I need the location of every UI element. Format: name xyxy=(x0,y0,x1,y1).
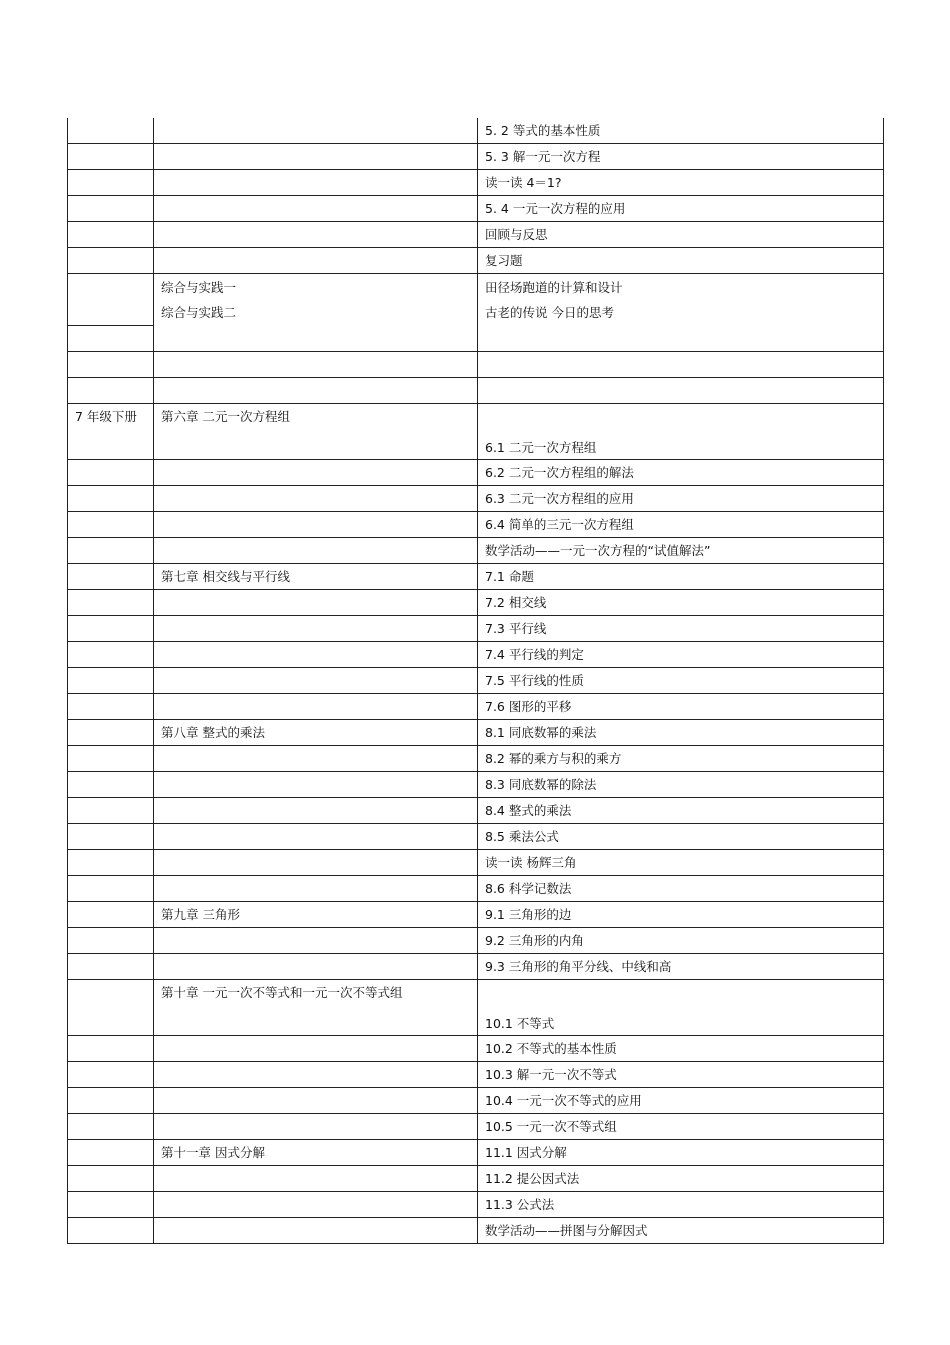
chapter-cell xyxy=(154,378,478,404)
grade-cell xyxy=(68,798,154,824)
table-row xyxy=(68,1218,884,1244)
chapter-cell xyxy=(154,352,478,378)
table-row xyxy=(68,850,884,876)
grade-cell xyxy=(68,196,154,222)
curriculum-table-container xyxy=(67,118,883,1244)
grade-cell xyxy=(68,668,154,694)
section-cell: 9.1 三角形的边 xyxy=(478,902,884,928)
grade-cell xyxy=(68,590,154,616)
section-cell: 10.5 一元一次不等式组 xyxy=(478,1114,884,1140)
table-row xyxy=(68,352,884,378)
table-row xyxy=(68,772,884,798)
chapter-cell xyxy=(154,746,478,772)
table-row xyxy=(68,512,884,538)
chapter-cell xyxy=(154,326,478,352)
chapter-cell xyxy=(154,274,478,326)
table-row xyxy=(68,668,884,694)
chapter-cell xyxy=(154,1088,478,1114)
section-cell: 8.2 幂的乘方与积的乘方 xyxy=(478,746,884,772)
section-cell: 6.3 二元一次方程组的应用 xyxy=(478,486,884,512)
curriculum-table-body xyxy=(68,118,884,1244)
chapter-cell xyxy=(154,798,478,824)
chapter-cell xyxy=(154,772,478,798)
section-cell: 10.3 解一元一次不等式 xyxy=(478,1062,884,1088)
chapter-cell: 第九章 三角形 xyxy=(154,902,478,928)
table-row xyxy=(68,642,884,668)
section-cell: 8.3 同底数幂的除法 xyxy=(478,772,884,798)
grade-cell xyxy=(68,512,154,538)
table-row xyxy=(68,798,884,824)
grade-cell xyxy=(68,1114,154,1140)
grade-cell xyxy=(68,694,154,720)
grade-cell xyxy=(68,928,154,954)
table-row xyxy=(68,222,884,248)
section-cell: 7.3 平行线 xyxy=(478,616,884,642)
chapter-cell xyxy=(154,248,478,274)
section-cell: 7.1 命题 xyxy=(478,564,884,590)
table-row xyxy=(68,876,884,902)
grade-cell xyxy=(68,274,154,326)
grade-cell xyxy=(68,118,154,144)
section-label: 田径场跑道的计算和设计 xyxy=(485,279,623,295)
table-row xyxy=(68,1140,884,1166)
section-cell: 11.3 公式法 xyxy=(478,1192,884,1218)
chapter-cell: 第十章 一元一次不等式和一元一次不等式组 xyxy=(154,980,478,1036)
chapter-label: 综合与实践二 xyxy=(161,304,237,320)
table-row xyxy=(68,902,884,928)
table-row xyxy=(68,954,884,980)
table-row xyxy=(68,378,884,404)
section-cell: 7.5 平行线的性质 xyxy=(478,668,884,694)
chapter-cell xyxy=(154,512,478,538)
section-cell: 9.3 三角形的角平分线、中线和高 xyxy=(478,954,884,980)
table-row xyxy=(68,746,884,772)
section-cell: 8.4 整式的乘法 xyxy=(478,798,884,824)
grade-cell xyxy=(68,980,154,1036)
section-cell xyxy=(478,352,884,378)
grade-cell xyxy=(68,746,154,772)
section-cell: 8.6 科学记数法 xyxy=(478,876,884,902)
table-row xyxy=(68,928,884,954)
table-row xyxy=(68,1062,884,1088)
chapter-cell xyxy=(154,538,478,564)
grade-cell: 7 年级下册 xyxy=(68,404,154,460)
grade-cell xyxy=(68,326,154,352)
section-cell xyxy=(478,274,884,326)
section-cell: 8.1 同底数幂的乘法 xyxy=(478,720,884,746)
section-cell: 5. 4 一元一次方程的应用 xyxy=(478,196,884,222)
table-row xyxy=(68,196,884,222)
chapter-cell xyxy=(154,222,478,248)
section-cell xyxy=(478,326,884,352)
table-row xyxy=(68,326,884,352)
chapter-cell xyxy=(154,1218,478,1244)
section-cell: 7.6 图形的平移 xyxy=(478,694,884,720)
grade-cell xyxy=(68,876,154,902)
table-row xyxy=(68,616,884,642)
grade-cell xyxy=(68,486,154,512)
table-row xyxy=(68,1114,884,1140)
chapter-cell xyxy=(154,486,478,512)
chapter-cell xyxy=(154,1192,478,1218)
table-row xyxy=(68,170,884,196)
grade-cell xyxy=(68,1036,154,1062)
table-row xyxy=(68,1036,884,1062)
grade-cell xyxy=(68,850,154,876)
table-row xyxy=(68,720,884,746)
curriculum-table xyxy=(67,118,884,1244)
chapter-cell xyxy=(154,954,478,980)
section-cell: 10.2 不等式的基本性质 xyxy=(478,1036,884,1062)
chapter-cell xyxy=(154,668,478,694)
chapter-cell xyxy=(154,590,478,616)
section-cell: 读一读 4＝1? xyxy=(478,170,884,196)
section-cell: 8.5 乘法公式 xyxy=(478,824,884,850)
chapter-cell: 第六章 二元一次方程组 xyxy=(154,404,478,460)
chapter-cell xyxy=(154,1166,478,1192)
grade-cell xyxy=(68,954,154,980)
table-row xyxy=(68,248,884,274)
chapter-label: 综合与实践一 xyxy=(161,279,237,295)
grade-cell xyxy=(68,824,154,850)
section-cell: 9.2 三角形的内角 xyxy=(478,928,884,954)
table-row xyxy=(68,274,884,326)
grade-cell xyxy=(68,1192,154,1218)
grade-cell xyxy=(68,170,154,196)
chapter-cell: 第八章 整式的乘法 xyxy=(154,720,478,746)
chapter-cell xyxy=(154,1114,478,1140)
section-cell: 6.2 二元一次方程组的解法 xyxy=(478,460,884,486)
section-cell xyxy=(478,378,884,404)
section-cell: 10.1 不等式 xyxy=(478,980,884,1036)
section-cell: 10.4 一元一次不等式的应用 xyxy=(478,1088,884,1114)
grade-cell xyxy=(68,1218,154,1244)
grade-cell xyxy=(68,902,154,928)
section-cell: 5. 2 等式的基本性质 xyxy=(478,118,884,144)
section-cell: 数学活动——拼图与分解因式 xyxy=(478,1218,884,1244)
grade-cell xyxy=(68,1088,154,1114)
grade-cell xyxy=(68,564,154,590)
chapter-cell xyxy=(154,196,478,222)
section-cell: 读一读 杨辉三角 xyxy=(478,850,884,876)
chapter-cell xyxy=(154,824,478,850)
table-row xyxy=(68,460,884,486)
grade-cell xyxy=(68,1166,154,1192)
chapter-cell xyxy=(154,850,478,876)
chapter-cell xyxy=(154,1062,478,1088)
chapter-cell xyxy=(154,642,478,668)
section-label: 古老的传说 今日的思考 xyxy=(485,304,614,320)
section-cell: 复习题 xyxy=(478,248,884,274)
grade-cell xyxy=(68,352,154,378)
chapter-cell xyxy=(154,616,478,642)
chapter-cell xyxy=(154,876,478,902)
grade-cell xyxy=(68,1140,154,1166)
grade-cell xyxy=(68,616,154,642)
section-cell: 5. 3 解一元一次方程 xyxy=(478,144,884,170)
grade-cell xyxy=(68,248,154,274)
section-cell: 7.4 平行线的判定 xyxy=(478,642,884,668)
chapter-cell: 第十一章 因式分解 xyxy=(154,1140,478,1166)
grade-cell xyxy=(68,460,154,486)
table-row xyxy=(68,538,884,564)
chapter-cell: 第七章 相交线与平行线 xyxy=(154,564,478,590)
table-row xyxy=(68,694,884,720)
grade-cell xyxy=(68,720,154,746)
grade-cell xyxy=(68,144,154,170)
table-row xyxy=(68,1166,884,1192)
section-cell: 6.4 简单的三元一次方程组 xyxy=(478,512,884,538)
table-row xyxy=(68,564,884,590)
grade-cell xyxy=(68,772,154,798)
section-cell: 11.2 提公因式法 xyxy=(478,1166,884,1192)
table-row xyxy=(68,144,884,170)
table-row xyxy=(68,824,884,850)
chapter-cell xyxy=(154,118,478,144)
chapter-cell xyxy=(154,144,478,170)
table-row xyxy=(68,118,884,144)
grade-cell xyxy=(68,222,154,248)
section-cell: 6.1 二元一次方程组 xyxy=(478,404,884,460)
grade-cell xyxy=(68,378,154,404)
table-row xyxy=(68,1088,884,1114)
grade-cell xyxy=(68,642,154,668)
chapter-cell xyxy=(154,170,478,196)
grade-cell xyxy=(68,1062,154,1088)
section-cell: 数学活动——一元一次方程的“试值解法” xyxy=(478,538,884,564)
chapter-cell xyxy=(154,928,478,954)
section-cell: 7.2 相交线 xyxy=(478,590,884,616)
table-row xyxy=(68,590,884,616)
chapter-cell xyxy=(154,1036,478,1062)
grade-cell xyxy=(68,538,154,564)
table-row xyxy=(68,404,884,460)
table-row xyxy=(68,486,884,512)
chapter-cell xyxy=(154,694,478,720)
section-cell: 回顾与反思 xyxy=(478,222,884,248)
table-row xyxy=(68,980,884,1036)
chapter-cell xyxy=(154,460,478,486)
section-cell: 11.1 因式分解 xyxy=(478,1140,884,1166)
table-row xyxy=(68,1192,884,1218)
